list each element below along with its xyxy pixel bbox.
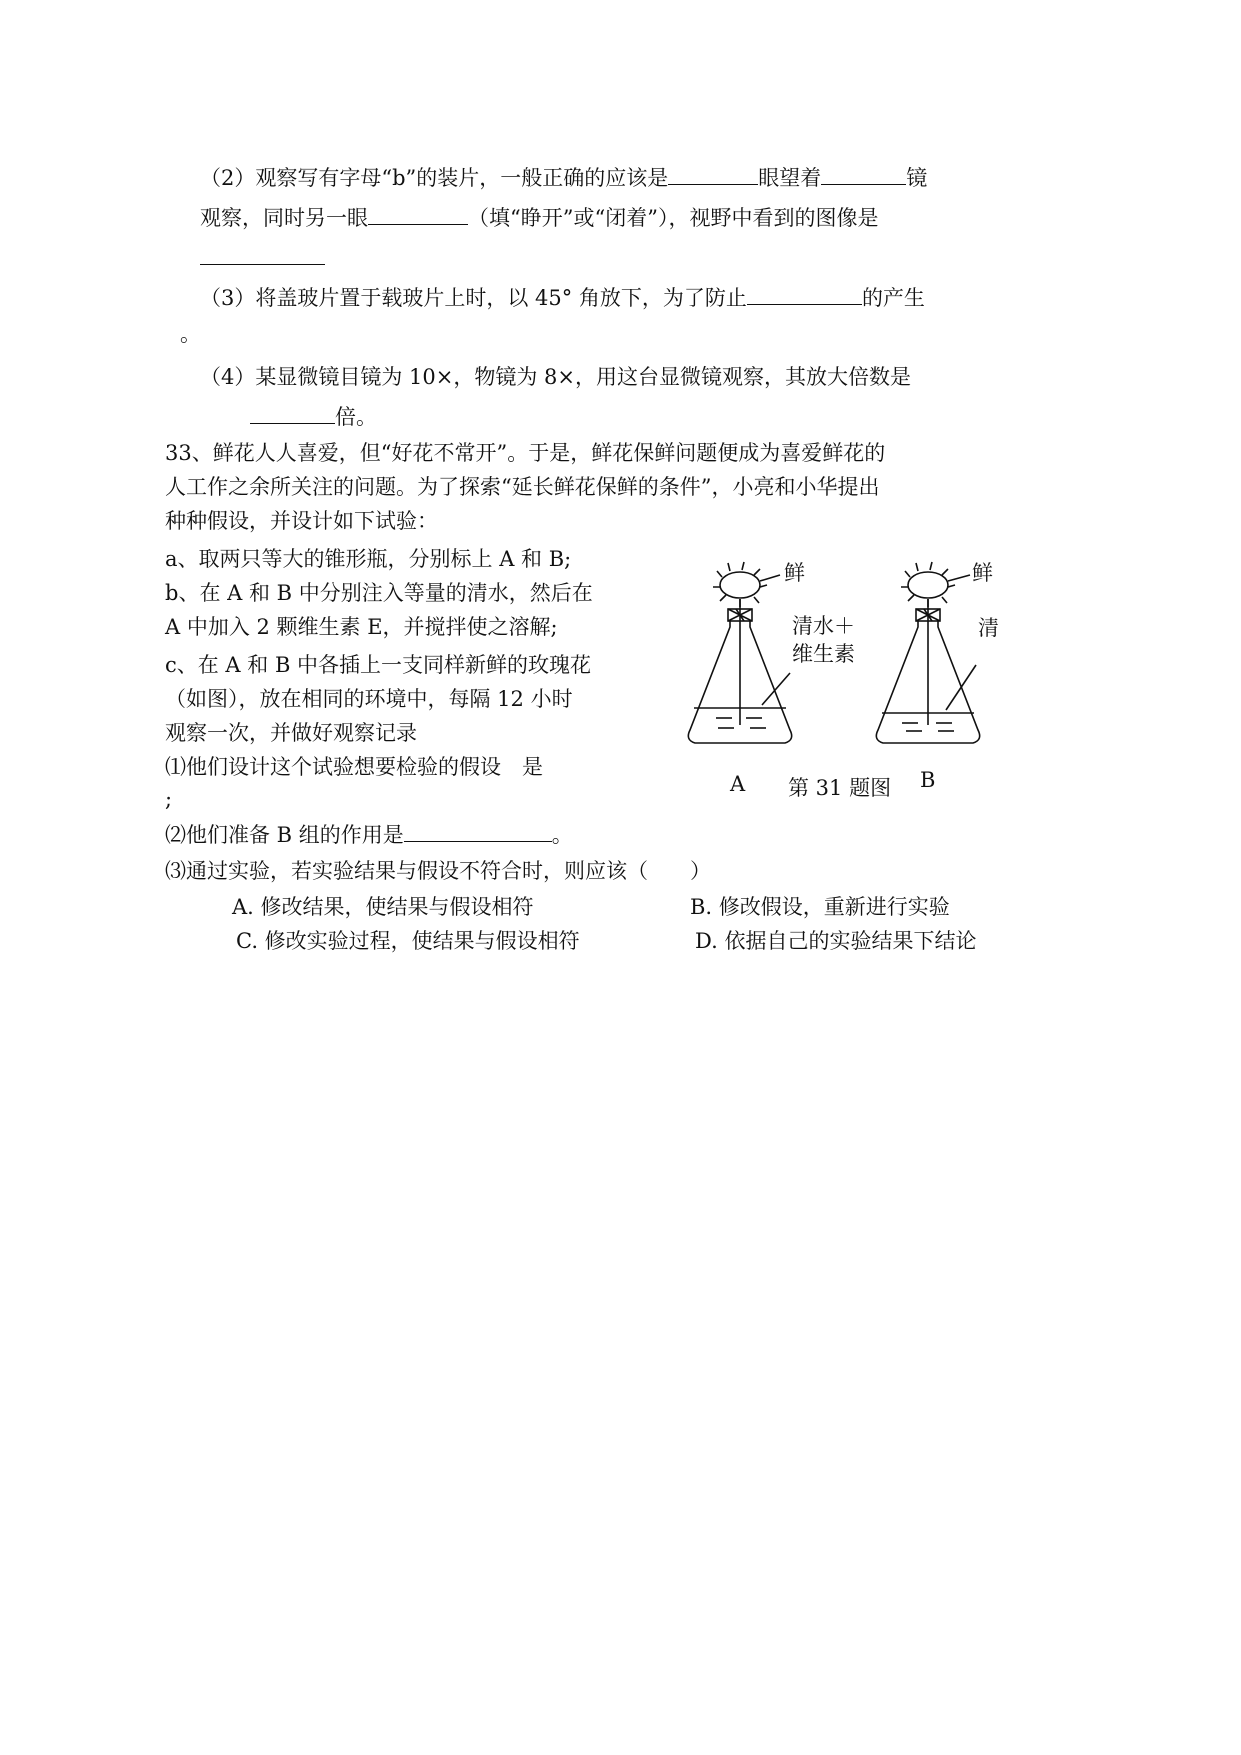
q33-option-d-text: D. 依据自己的实验结果下结论	[695, 929, 977, 953]
q33-intro-line2	[165, 475, 879, 500]
q33-intro-line3	[165, 509, 438, 534]
q32-part3-period: 。	[180, 322, 201, 346]
q33-sub1-line	[165, 755, 543, 780]
q33-step-a-text: a、取两只等大的锥形瓶，分别标上 A 和 B;	[165, 547, 572, 571]
q33-sub2-line	[165, 823, 573, 848]
q32-part3-text: （3）将盖玻片置于载玻片上时，以 45° 角放下，为了防止	[200, 286, 747, 310]
q33-option-b-text: B. 修改假设，重新进行实验	[690, 895, 950, 919]
q33-step-b-text-2: A 中加入 2 颗维生素 E，并搅拌使之溶解;	[165, 615, 558, 639]
q33-sub1-semicolon: ;	[165, 787, 173, 811]
q32-part2-text-c: 镜	[906, 166, 928, 190]
q32-part2-text-b: 眼望着	[758, 166, 822, 190]
q33-intro-text-2: 人工作之余所关注的问题。为了探索“延长鲜花保鲜的条件”，小亮和小华提出	[165, 475, 880, 499]
q32-part3-line2	[180, 322, 201, 347]
q32-part2-text-a: （2）观察写有字母“b”的装片，一般正确的应该是	[200, 166, 669, 190]
flask-a-label: A	[730, 772, 746, 796]
q32-part4-text: （4）某显微镜目镜为 10×，物镜为 8×，用这台显微镜观察，其放大倍数是	[200, 365, 911, 389]
q33-step-b-text-1: b、在 A 和 B 中分别注入等量的清水，然后在	[165, 581, 593, 605]
answer-blank-lens[interactable]	[821, 166, 906, 185]
liquid-label-a-line1: 清水＋	[792, 614, 855, 638]
flask-b	[876, 562, 979, 743]
q32-part2-line2-text-b: （填“睁开”或“闭着”），视野中看到的图像是	[468, 206, 879, 230]
liquid-label-a-line2: 维生素	[792, 642, 855, 666]
q32-part3-tail: 的产生	[861, 286, 925, 310]
flask-figure-svg	[680, 555, 1080, 805]
q32-part2-line2-text-a: 观察，同时另一眼	[200, 206, 368, 230]
q32-part4-line2	[250, 405, 377, 430]
q33-option-a[interactable]	[232, 895, 534, 920]
q33-option-b[interactable]	[690, 895, 950, 920]
liquid-label-b: 清	[978, 616, 999, 640]
rose-b-icon	[908, 572, 948, 598]
flower-label-b: 鲜	[972, 561, 993, 585]
q33-intro-text-3: 种种假设，并设计如下试验：	[165, 509, 438, 533]
answer-blank-image[interactable]	[200, 246, 325, 265]
q33-sub2-tail: 。	[551, 823, 573, 847]
figure-caption: 第 31 题图	[788, 776, 892, 800]
flask-a	[688, 562, 791, 743]
q33-step-c-line3	[165, 721, 417, 746]
q33-step-c-text-1: c、在 A 和 B 中各插上一支同样新鲜的玫瑰花	[165, 653, 592, 677]
answer-blank-eye[interactable]	[668, 166, 758, 185]
q33-step-c-line2	[165, 687, 573, 712]
q32-part4-tail: 倍。	[335, 405, 377, 429]
q33-sub1-text: ⑴他们设计这个试验想要检验的假设 是	[165, 755, 543, 779]
q33-sub3-line	[165, 859, 711, 884]
q33-step-c-text-3: 观察一次，并做好观察记录	[165, 721, 417, 745]
flask-experiment-figure	[680, 555, 1080, 805]
q32-part4-line1	[200, 365, 911, 390]
q33-step-c-line1	[165, 653, 591, 678]
answer-blank-other-eye[interactable]	[368, 206, 468, 225]
q33-sub2-text: ⑵他们准备 B 组的作用是	[165, 823, 404, 847]
q33-sub1-semicolon-line	[165, 787, 172, 812]
q33-option-d[interactable]	[695, 929, 976, 954]
answer-blank-group-b-role[interactable]	[404, 823, 552, 842]
q32-part2-line1	[200, 166, 927, 191]
q33-step-b-line1	[165, 581, 593, 606]
q33-intro-text-1: 33、鲜花人人喜爱，但“好花不常开”。于是，鲜花保鲜问题便成为喜爱鲜花的	[165, 441, 886, 465]
q33-option-c[interactable]	[236, 929, 580, 954]
answer-blank-prevent[interactable]	[747, 286, 862, 305]
q33-option-c-text: C. 修改实验过程，使结果与假设相符	[236, 929, 580, 953]
answer-blank-magnification[interactable]	[250, 405, 335, 424]
q32-part2-line3	[200, 246, 325, 271]
q32-part3-line1	[200, 286, 925, 311]
q33-step-b-line2	[165, 615, 558, 640]
rose-a-icon	[720, 572, 760, 598]
q33-step-c-text-2: （如图），放在相同的环境中，每隔 12 小时	[165, 687, 573, 711]
q33-intro-line1	[165, 441, 885, 466]
q32-part2-line2	[200, 206, 878, 231]
q33-step-a	[165, 547, 571, 572]
flask-b-label: B	[920, 768, 936, 792]
flower-label-a: 鲜	[784, 561, 805, 585]
q33-sub3-text: ⑶通过实验，若实验结果与假设不符合时，则应该（ ）	[165, 859, 711, 883]
q33-option-a-text: A. 修改结果，使结果与假设相符	[232, 895, 534, 919]
